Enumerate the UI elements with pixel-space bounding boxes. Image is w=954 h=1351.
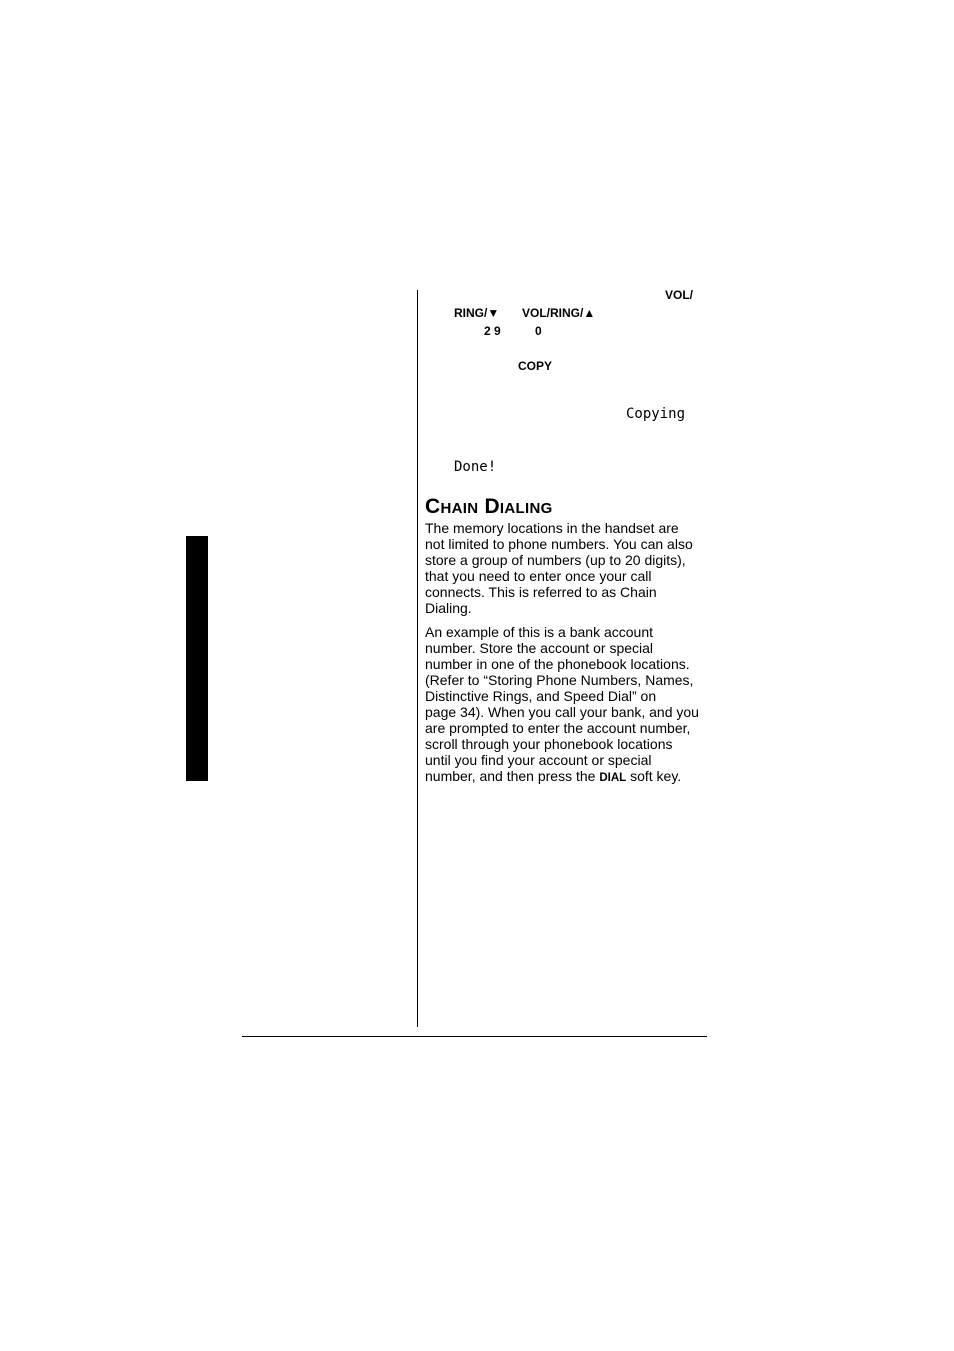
vol-key-label: VOL/: [665, 288, 694, 302]
paragraph-1: [425, 520, 715, 616]
display-copying-text: Copying: [626, 406, 686, 422]
paragraph-2-line: are prompted to enter the account number,: [425, 720, 691, 736]
paragraph-1-line: not limited to phone numbers. You can also: [425, 536, 693, 552]
last-line-end-text: soft key.: [626, 768, 682, 784]
paragraph-2-last-line: [425, 768, 715, 786]
paragraph-2-line: scroll through your phonebook locations: [425, 736, 673, 752]
paragraph-2-line: number in one of the phonebook locations.: [425, 656, 690, 672]
paragraph-2-line: until you find your account or special: [425, 752, 652, 768]
paragraph-1-line: The memory locations in the handset are: [425, 520, 679, 536]
footer-rule: [242, 1036, 707, 1037]
copy-key-label: COPY: [518, 359, 553, 373]
last-line-text: number, and then press the: [425, 768, 600, 784]
paragraph-2-line: page 34). When you call your bank, and you: [425, 704, 699, 720]
digit-keys-label: 2 9: [484, 324, 501, 338]
paragraph-2-line: An example of this is a bank account: [425, 624, 654, 640]
section-heading: Chain Dialing: [425, 495, 553, 518]
display-done-text: Done!: [454, 459, 497, 475]
dial-soft-key-label: DIAL: [599, 772, 627, 784]
paragraph-1-line: store a group of numbers (up to 20 digits),: [425, 552, 686, 568]
paragraph-2-line: (Refer to “Storing Phone Numbers, Names,: [425, 672, 694, 688]
column-divider: [417, 290, 418, 1027]
paragraph-1-line: Dialing.: [425, 600, 472, 616]
paragraph-2-line: Distinctive Rings, and Speed Dial” on: [425, 688, 657, 704]
digit-zero-key-label: 0: [535, 324, 542, 338]
ring-down-key-label: RING/▼: [454, 306, 500, 320]
chapter-side-tab: [186, 536, 208, 781]
paragraph-2-line: number. Store the account or special: [425, 640, 654, 656]
paragraph-1-line: that you need to enter once your call: [425, 568, 652, 584]
paragraph-1-line: connects. This is referred to as Chain: [425, 584, 657, 600]
vol-ring-up-key-label: VOL/RING/▲: [522, 306, 596, 320]
paragraph-2: [425, 624, 715, 786]
